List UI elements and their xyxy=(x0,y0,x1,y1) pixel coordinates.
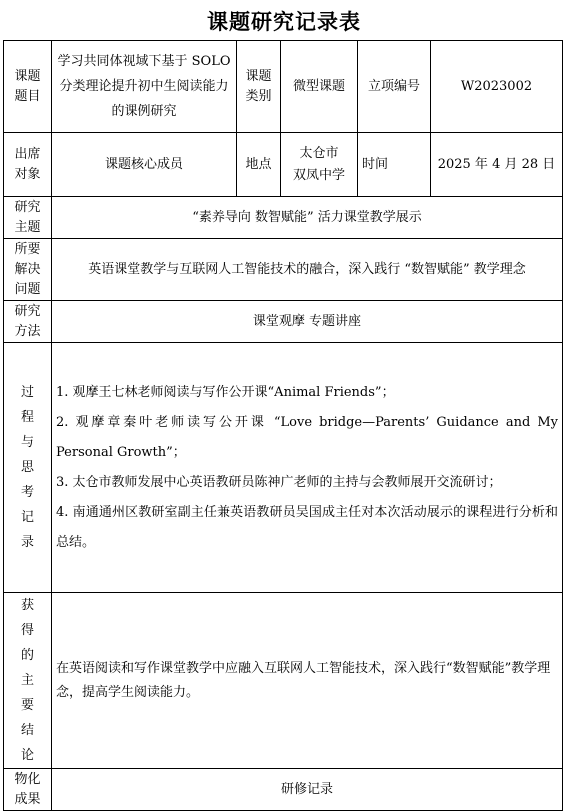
row-process xyxy=(4,343,563,593)
method-value: 课堂观摩 专题讲座 xyxy=(52,301,563,343)
label-conclusion-char: 得 xyxy=(20,623,34,638)
label-time: 时间 xyxy=(358,133,431,197)
outcome-value: 研修记录 xyxy=(52,769,563,811)
process-item: 3. 太仓市教师发展中心英语教研员陈神广老师的主持与会教师展开交流研讨； xyxy=(56,474,502,490)
label-conclusion-char: 要 xyxy=(20,698,34,713)
page-title: 课题研究记录表 xyxy=(207,9,361,34)
label-problem xyxy=(4,239,52,301)
label-process-char: 程 xyxy=(20,410,34,425)
label-process-char: 记 xyxy=(20,510,34,525)
label-outcome-line1: 物化 xyxy=(14,771,41,787)
location-line2: 双凤中学 xyxy=(292,167,345,183)
location-value xyxy=(281,133,358,197)
label-outcome-line2: 成果 xyxy=(14,791,41,807)
theme-value: “素养导向 数智赋能” 活力课堂教学展示 xyxy=(52,197,563,239)
label-conclusion-char: 的 xyxy=(20,648,34,663)
location-line1: 太仓市 xyxy=(299,145,339,161)
row-problem xyxy=(4,239,563,301)
label-theme-line2: 主题 xyxy=(14,219,41,235)
label-process-char: 录 xyxy=(20,535,34,550)
label-problem-line1: 所要 xyxy=(14,241,41,257)
label-problem-line3: 问题 xyxy=(14,281,41,297)
label-conclusion-char: 论 xyxy=(20,748,34,763)
label-attendees-line2: 对象 xyxy=(14,166,41,182)
label-process-char: 与 xyxy=(20,435,34,450)
process-item: 1. 观摩王七林老师阅读与写作公开课“Animal Friends”； xyxy=(56,384,395,400)
label-attendees-line1: 出席 xyxy=(14,146,41,162)
label-topic xyxy=(4,41,52,133)
process-item: 2. 观摩章秦叶老师读写公开课 “Love bridge—Parents’ Guidance and My Personal Growth”； xyxy=(56,414,558,460)
label-topic-line2: 题目 xyxy=(14,88,41,104)
row-outcome xyxy=(4,769,563,811)
label-topic-line1: 课题 xyxy=(14,68,41,84)
label-theme xyxy=(4,197,52,239)
record-table xyxy=(3,40,563,811)
label-category-line2: 类别 xyxy=(245,88,272,104)
row-topic xyxy=(4,41,563,133)
time-value: 2025 年 4 月 28 日 xyxy=(431,133,563,197)
label-method xyxy=(4,301,52,343)
row-conclusion xyxy=(4,593,563,769)
label-process-char: 思 xyxy=(20,460,34,475)
label-method-line2: 方法 xyxy=(14,323,41,339)
problem-value: 英语课堂教学与互联网人工智能技术的融合，深入践行 “数智赋能” 教学理念 xyxy=(52,239,563,301)
label-category xyxy=(237,41,281,133)
label-project-number: 立项编号 xyxy=(358,41,431,133)
label-process-char: 考 xyxy=(20,485,34,500)
label-conclusion-char: 主 xyxy=(20,673,34,688)
topic-value: 学习共同体视域下基于 SOLO 分类理论提升初中生阅读能力的课例研究 xyxy=(52,41,237,133)
label-process-char: 过 xyxy=(20,385,34,400)
label-problem-line2: 解决 xyxy=(14,261,41,277)
label-location: 地点 xyxy=(237,133,281,197)
label-conclusion xyxy=(4,593,52,769)
label-outcome xyxy=(4,769,52,811)
label-theme-line1: 研究 xyxy=(14,199,41,215)
conclusion-value: 在英语阅读和写作课堂教学中应融入互联网人工智能技术，深入践行“数智赋能”教学理念，提高学生阅读能力。 xyxy=(52,593,563,769)
label-process xyxy=(4,343,52,593)
process-content xyxy=(52,343,563,593)
attendees-value: 课题核心成员 xyxy=(52,133,237,197)
row-theme xyxy=(4,197,563,239)
process-item: 4. 南通通州区教研室副主任兼英语教研员吴国成主任对本次活动展示的课程进行分析和总结。 xyxy=(56,504,558,550)
row-method xyxy=(4,301,563,343)
row-attendees xyxy=(4,133,563,197)
label-method-line1: 研究 xyxy=(14,303,41,319)
label-conclusion-char: 结 xyxy=(20,723,34,738)
project-number-value: W2023002 xyxy=(431,41,563,133)
category-value: 微型课题 xyxy=(281,41,358,133)
label-attendees xyxy=(4,133,52,197)
label-conclusion-char: 获 xyxy=(20,598,34,613)
label-category-line1: 课题 xyxy=(245,68,272,84)
